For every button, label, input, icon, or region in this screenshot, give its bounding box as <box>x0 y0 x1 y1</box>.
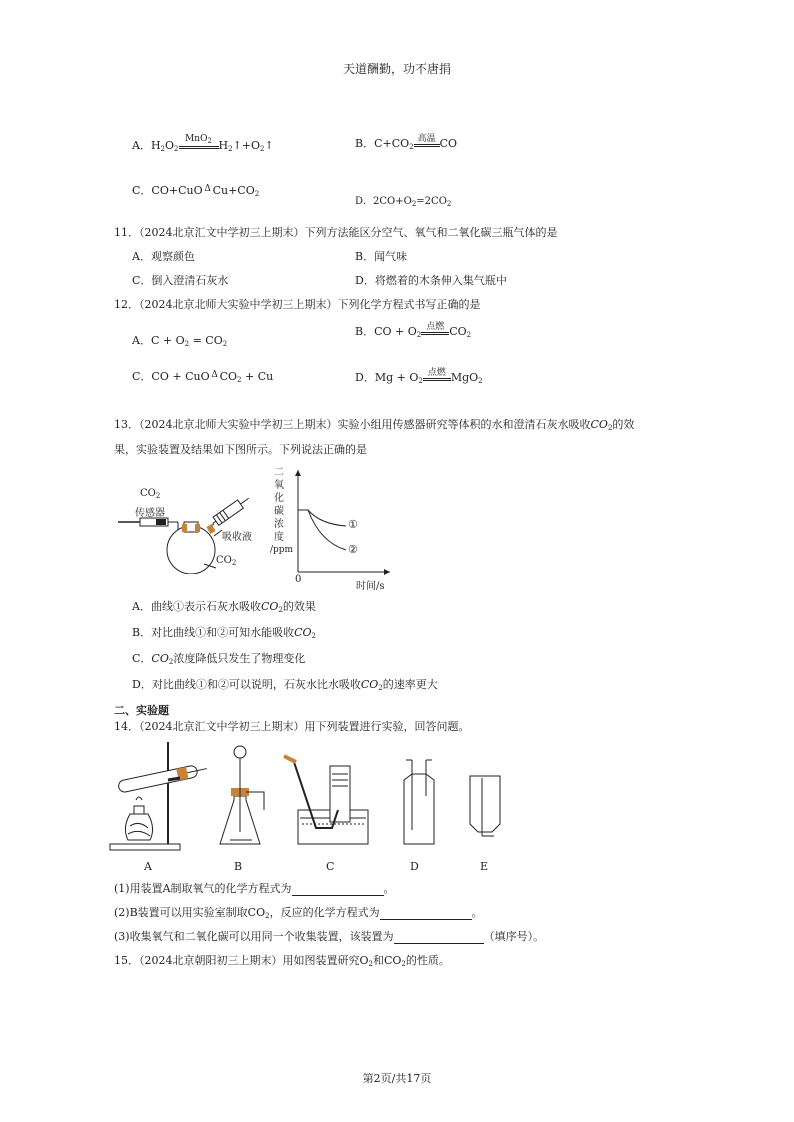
q13-bottom-co2-label: $CO_2$ <box>216 555 237 567</box>
q14-label-a: A <box>144 860 152 873</box>
page-footer: 第2页/共17页 <box>362 1072 432 1085</box>
q11-stem: 11．（2024北京汇文中学初三上期末）下列方法能区分空气、氧气和二氧化碳三瓶气体的是 <box>114 226 558 239</box>
apparatus-b <box>220 746 264 844</box>
q13-graph-origin: 0 <box>295 574 302 585</box>
q14-label-e: E <box>480 860 489 873</box>
q13-curve-label-2: ② <box>348 543 358 556</box>
q14-stem: 14．（2024北京汇文中学初三上期末）用下列装置进行实验，回答问题。 <box>114 720 470 733</box>
q14-sub1: (1)用装置A制取氧气的化学方程式为 。 <box>114 882 395 895</box>
q10-option-a: A．$H_2O_2$ MnO$_2$ $H_2↑+O_2↑$ <box>132 134 274 153</box>
q13-graph-ylabel: 二 氧 化 碳 浓 度 /ppm <box>270 467 294 555</box>
curve-1 <box>298 510 346 526</box>
q13-graph-xlabel: 时间/s <box>356 581 385 592</box>
q10-option-c: C．CO+CuO Δ $Cu+CO_2$ <box>132 184 260 198</box>
q13-option-b: B．对比曲线①和②可知水能吸收$CO_2$ <box>132 626 316 640</box>
q13-option-c: C．$CO_2$浓度降低只发生了物理变化 <box>132 652 306 666</box>
q14-sub3-blank[interactable] <box>394 932 484 944</box>
q14-sub3: (3)收集氧气和二氧化碳可以用同一个收集装置，该装置为 （填序号）。 <box>114 930 545 943</box>
q13-option-a: A．曲线①表示石灰水吸收$CO_2$的效果 <box>132 600 316 614</box>
q12-stem: 12．（2024北京北师大实验中学初三上期末）下列化学方程式书写正确的是 <box>114 298 481 311</box>
q13-sensor-label: 传感器 <box>135 508 165 519</box>
q13-curve-label-1: ① <box>348 518 358 531</box>
q12-option-d: D．$Mg + O_2$ 点燃 MgO$_2$ <box>355 368 483 385</box>
q14-label-d: D <box>410 860 419 873</box>
q14-label-c: C <box>326 860 335 873</box>
q10-option-b: B．$C+CO_2$ 高温 CO <box>355 134 458 151</box>
q11-option-a: A．观察颜色 <box>132 250 195 263</box>
q13-graph <box>290 470 390 580</box>
q14-sub1-blank[interactable] <box>292 884 384 896</box>
apparatus-a <box>110 742 208 850</box>
q14-sub2-blank[interactable] <box>380 908 472 920</box>
q12-option-a: A．$C + O_2 = CO_2$ <box>132 334 228 348</box>
section-heading: 二、实验题 <box>114 704 169 717</box>
q11-option-d: D．将燃着的木条伸入集气瓶中 <box>355 274 507 287</box>
apparatus-d <box>404 760 434 844</box>
q12-option-c: C．CO + CuO Δ $CO_2 + Cu$ <box>132 370 274 384</box>
q10-option-d: D．$2CO+O_2=2CO_2$ <box>355 196 452 208</box>
q13-option-d: D．对比曲线①和②可以说明，石灰水比水吸收$CO_2$的速率更大 <box>132 678 438 692</box>
apparatus-e <box>470 776 500 836</box>
page-header: 天道酬勤，功不唐捐 <box>342 62 451 76</box>
q13-stem-line1: 13．（2024北京北师大实验中学初三上期末）实验小组用传感器研究等体积的水和澄清石灰水吸收$CO_2$的效 <box>114 418 635 432</box>
q14-apparatus-figure <box>108 740 508 852</box>
q11-option-b: B．闻气味 <box>355 250 408 263</box>
q13-co2-sensor-label: $CO_2$ <box>140 488 161 500</box>
q14-sub2: (2)B装置可以用实验室制取$CO_2$，反应的化学方程式为 。 <box>114 906 483 920</box>
curve-2 <box>298 510 346 550</box>
q13-absorb-label: 吸收液 <box>222 532 252 543</box>
q15-stem: 15．（2024北京朝阳初三上期末）用如图装置研究$O_2$和$CO_2$的性质。 <box>114 954 450 968</box>
q14-label-b: B <box>234 860 243 873</box>
q12-option-b: B．CO + $O_2$ 点燃 $CO_2$ <box>355 322 472 339</box>
q13-stem-line2: 果，实验装置及结果如下图所示。下列说法正确的是 <box>114 443 367 456</box>
apparatus-c <box>284 756 368 844</box>
q11-option-c: C．倒入澄清石灰水 <box>132 274 229 287</box>
